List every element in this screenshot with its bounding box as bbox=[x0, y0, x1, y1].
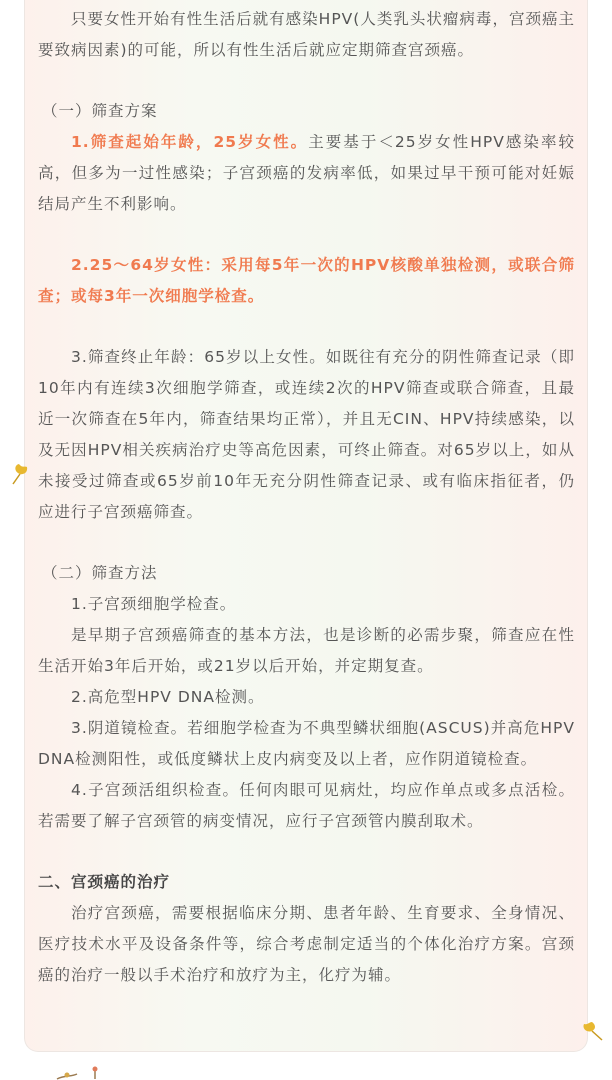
plan-item-1-text: 主要基于＜25岁女性HPV感染率较高，但多为一过性感染；子宫颈癌的发病率低，如果过早干预可能对妊娠结局产生不利影响。 bbox=[38, 133, 575, 213]
section-heading-screening-plan: （一）筛查方案 bbox=[42, 102, 158, 120]
ginkgo-leaf-icon bbox=[10, 462, 30, 488]
method-2-title: 2.高危型HPV DNA检测。 bbox=[71, 688, 265, 706]
section-heading-screening-methods: （二）筛查方法 bbox=[42, 564, 158, 582]
plan-item-1-highlight: 1.筛查起始年龄，25岁女性。 bbox=[71, 133, 309, 151]
intro-paragraph: 只要女性开始有性生活后就有感染HPV(人类乳头状瘤病毒，宫颈癌主要致病因素)的可能，所以有性生活后就应定期筛查宫颈癌。 bbox=[38, 10, 575, 59]
method-1-title: 1.子宫颈细胞学检查。 bbox=[71, 595, 237, 613]
method-3: 3.阴道镜检查。若细胞学检查为不典型鳞状细胞(ASCUS)并高危HPV DNA检测阳性，或低度鳞状上皮内病变及以上者，应作阴道镜检查。 bbox=[38, 719, 575, 768]
branch-decoration-icon bbox=[55, 1066, 105, 1080]
article-content bbox=[38, 0, 575, 991]
method-1-body: 是早期子宫颈癌筛查的基本方法，也是诊断的必需步聚，筛查应在性生活开始3年后开始，或21岁以后开始，并定期复查。 bbox=[38, 626, 575, 675]
ginkgo-leaf-icon bbox=[580, 1020, 606, 1044]
treatment-body: 治疗宫颈癌，需要根据临床分期、患者年龄、生育要求、全身情况、医疗技术水平及设备条件等，综合考虑制定适当的个体化治疗方案。宫颈癌的治疗一般以手术治疗和放疗为主，化疗为辅。 bbox=[38, 904, 575, 984]
plan-item-3: 3.筛查终止年龄：65岁以上女性。如既往有充分的阴性筛查记录（即10年内有连续3次细胞学筛查，或连续2次的HPV筛查或联合筛查，且最近一次筛查在5年内，筛查结果均正常），并且无CIN、HPV持续感染，以及无因HPV相关疾病治疗史等高危因素，可终止筛查。对65岁以上，如从未接受过筛查或65岁前10年无充分阴性筛查记录、或有临床指征者，仍应进行子宫颈癌筛查。 bbox=[38, 348, 575, 521]
plan-item-2: 2.25～64岁女性：采用每5年一次的HPV核酸单独检测，或联合筛查；或每3年一次细胞学检查。 bbox=[38, 256, 575, 305]
plan-item-1 bbox=[38, 127, 575, 220]
method-4: 4.子宫颈活组织检查。任何肉眼可见病灶，均应作单点或多点活检。若需要了解子宫颈管的病变情况，应行子宫颈管内膜刮取术。 bbox=[38, 781, 575, 830]
treatment-heading: 二、宫颈癌的治疗 bbox=[38, 873, 171, 891]
